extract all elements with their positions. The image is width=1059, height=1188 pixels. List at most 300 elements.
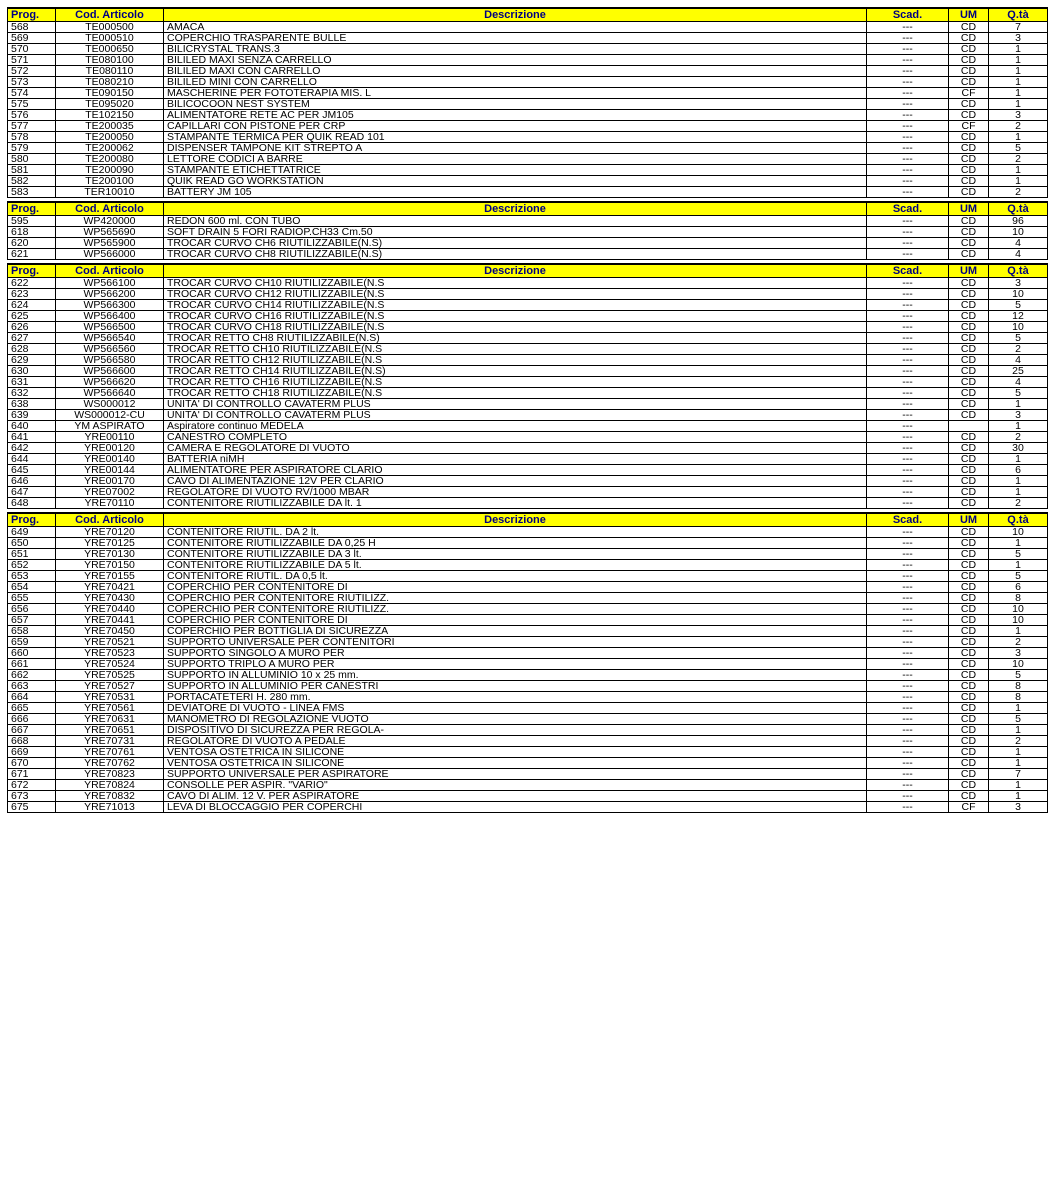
cell-scad: --- <box>867 615 949 626</box>
cell-prog: 639 <box>8 410 56 421</box>
cell-prog: 628 <box>8 344 56 355</box>
cell-code: TE095020 <box>56 99 164 110</box>
cell-scad: --- <box>867 249 949 260</box>
cell-code: YRE70762 <box>56 758 164 769</box>
cell-prog: 664 <box>8 692 56 703</box>
cell-qty: 8 <box>989 681 1048 692</box>
cell-qty: 1 <box>989 165 1048 176</box>
cell-prog: 569 <box>8 33 56 44</box>
cell-um: CD <box>949 143 989 154</box>
cell-desc: DISPOSITIVO DI SICUREZZA PER REGOLA- <box>164 725 867 736</box>
cell-desc: MASCHERINE PER FOTOTERAPIA MIS. L <box>164 88 867 99</box>
cell-code: YRE71013 <box>56 802 164 813</box>
cell-code: WP565690 <box>56 227 164 238</box>
cell-qty: 1 <box>989 560 1048 571</box>
cell-desc: MANOMETRO DI REGOLAZIONE VUOTO <box>164 714 867 725</box>
cell-code: TE200050 <box>56 132 164 143</box>
cell-prog: 625 <box>8 311 56 322</box>
cell-scad: --- <box>867 227 949 238</box>
cell-desc: TROCAR CURVO CH8 RIUTILIZZABILE(N.S) <box>164 249 867 260</box>
cell-qty: 1 <box>989 55 1048 66</box>
cell-code: YRE70524 <box>56 659 164 670</box>
cell-um: CD <box>949 637 989 648</box>
cell-qty: 96 <box>989 216 1048 227</box>
cell-code: YRE70823 <box>56 769 164 780</box>
table-row <box>8 333 1048 344</box>
cell-um: CD <box>949 571 989 582</box>
table-row <box>8 637 1048 648</box>
cell-um: CD <box>949 216 989 227</box>
cell-scad: --- <box>867 714 949 725</box>
cell-code: WP420000 <box>56 216 164 227</box>
cell-um: CD <box>949 176 989 187</box>
cell-um <box>949 421 989 432</box>
cell-code: WP566000 <box>56 249 164 260</box>
cell-qty: 1 <box>989 66 1048 77</box>
cell-prog: 621 <box>8 249 56 260</box>
cell-scad: --- <box>867 278 949 289</box>
cell-desc: SUPPORTO SINGOLO A MURO PER <box>164 648 867 659</box>
cell-qty: 6 <box>989 582 1048 593</box>
table-row <box>8 615 1048 626</box>
header-desc: Descrizione <box>164 513 867 527</box>
table-row <box>8 121 1048 132</box>
cell-qty: 1 <box>989 88 1048 99</box>
cell-scad: --- <box>867 637 949 648</box>
cell-qty: 1 <box>989 176 1048 187</box>
cell-desc: CAMERA E REGOLATORE DI VUOTO <box>164 443 867 454</box>
cell-code: YRE00144 <box>56 465 164 476</box>
cell-prog: 670 <box>8 758 56 769</box>
cell-code: TE200080 <box>56 154 164 165</box>
cell-scad: --- <box>867 498 949 509</box>
cell-scad: --- <box>867 399 949 410</box>
header-um: UM <box>949 264 989 278</box>
cell-desc: TROCAR RETTO CH12 RIUTILIZZABILE(N.S <box>164 355 867 366</box>
cell-qty: 2 <box>989 154 1048 165</box>
cell-prog: 620 <box>8 238 56 249</box>
cell-um: CD <box>949 238 989 249</box>
table-header-row <box>8 264 1048 278</box>
cell-qty: 7 <box>989 22 1048 33</box>
cell-code: YRE00140 <box>56 454 164 465</box>
cell-um: CD <box>949 681 989 692</box>
cell-scad: --- <box>867 692 949 703</box>
cell-qty: 2 <box>989 344 1048 355</box>
cell-um: CD <box>949 187 989 198</box>
table-row <box>8 538 1048 549</box>
header-code: Cod. Articolo <box>56 513 164 527</box>
cell-code: YRE70631 <box>56 714 164 725</box>
header-desc: Descrizione <box>164 202 867 216</box>
cell-prog: 573 <box>8 77 56 88</box>
table-row <box>8 659 1048 670</box>
table-row <box>8 143 1048 154</box>
cell-prog: 622 <box>8 278 56 289</box>
cell-prog: 662 <box>8 670 56 681</box>
cell-qty: 4 <box>989 355 1048 366</box>
cell-prog: 658 <box>8 626 56 637</box>
cell-qty: 1 <box>989 99 1048 110</box>
cell-scad: --- <box>867 66 949 77</box>
cell-desc: TROCAR CURVO CH12 RIUTILIZZABILE(N.S <box>164 289 867 300</box>
table-row <box>8 311 1048 322</box>
cell-desc: SOFT DRAIN 5 FORI RADIOP.CH33 Cm.50 <box>164 227 867 238</box>
cell-qty: 6 <box>989 465 1048 476</box>
table-row <box>8 165 1048 176</box>
cell-desc: CONTENITORE RIUTILIZZABILE DA lt. 1 <box>164 498 867 509</box>
cell-um: CD <box>949 593 989 604</box>
cell-desc: UNITA' DI CONTROLLO CAVATERM PLUS <box>164 410 867 421</box>
cell-code: TER10010 <box>56 187 164 198</box>
cell-scad: --- <box>867 77 949 88</box>
cell-scad: --- <box>867 725 949 736</box>
cell-scad: --- <box>867 110 949 121</box>
cell-desc: REGOLATORE DI VUOTO A PEDALE <box>164 736 867 747</box>
table-row <box>8 227 1048 238</box>
cell-um: CD <box>949 99 989 110</box>
cell-desc: STAMPANTE ETICHETTATRICE <box>164 165 867 176</box>
cell-prog: 675 <box>8 802 56 813</box>
cell-code: YRE70731 <box>56 736 164 747</box>
table-row <box>8 66 1048 77</box>
cell-scad: --- <box>867 55 949 66</box>
cell-um: CD <box>949 344 989 355</box>
cell-code: YRE70155 <box>56 571 164 582</box>
header-code: Cod. Articolo <box>56 8 164 22</box>
cell-qty: 5 <box>989 388 1048 399</box>
cell-desc: CAPILLARI CON PISTONE PER CRP <box>164 121 867 132</box>
cell-prog: 595 <box>8 216 56 227</box>
cell-desc: BILILED MAXI CON CARRELLO <box>164 66 867 77</box>
cell-qty: 1 <box>989 758 1048 769</box>
cell-prog: 657 <box>8 615 56 626</box>
cell-scad: --- <box>867 377 949 388</box>
cell-um: CD <box>949 615 989 626</box>
cell-desc: CONTENITORE RIUTILIZZABILE DA 0,25 H <box>164 538 867 549</box>
cell-um: CD <box>949 33 989 44</box>
cell-code: YRE00110 <box>56 432 164 443</box>
cell-um: CD <box>949 560 989 571</box>
table-row <box>8 187 1048 198</box>
cell-desc: CAVO DI ALIM. 12 V. PER ASPIRATORE <box>164 791 867 802</box>
table-row <box>8 791 1048 802</box>
cell-qty: 1 <box>989 538 1048 549</box>
cell-um: CD <box>949 791 989 802</box>
table-row <box>8 703 1048 714</box>
cell-code: TE200062 <box>56 143 164 154</box>
cell-desc: COPERCHIO PER BOTTIGLIA DI SICUREZZA <box>164 626 867 637</box>
cell-code: YRE70120 <box>56 527 164 538</box>
cell-desc: TROCAR CURVO CH6 RIUTILIZZABILE(N.S) <box>164 238 867 249</box>
cell-code: WS000012-CU <box>56 410 164 421</box>
cell-um: CD <box>949 487 989 498</box>
cell-um: CD <box>949 725 989 736</box>
cell-qty: 3 <box>989 110 1048 121</box>
cell-code: YRE70430 <box>56 593 164 604</box>
cell-um: CD <box>949 454 989 465</box>
cell-code: WP566580 <box>56 355 164 366</box>
cell-scad: --- <box>867 300 949 311</box>
cell-prog: 644 <box>8 454 56 465</box>
cell-scad: --- <box>867 238 949 249</box>
cell-code: WP565900 <box>56 238 164 249</box>
table-row <box>8 593 1048 604</box>
cell-um: CD <box>949 110 989 121</box>
cell-code: YRE70527 <box>56 681 164 692</box>
cell-code: YRE70421 <box>56 582 164 593</box>
cell-scad: --- <box>867 593 949 604</box>
cell-prog: 659 <box>8 637 56 648</box>
cell-desc: LEVA DI BLOCCAGGIO PER COPERCHI <box>164 802 867 813</box>
cell-prog: 568 <box>8 22 56 33</box>
table-row <box>8 289 1048 300</box>
cell-um: CD <box>949 154 989 165</box>
cell-prog: 624 <box>8 300 56 311</box>
cell-desc: SUPPORTO IN ALLUMINIO PER CANESTRI <box>164 681 867 692</box>
cell-code: YRE70523 <box>56 648 164 659</box>
cell-desc: TROCAR RETTO CH8 RIUTILIZZABILE(N.S) <box>164 333 867 344</box>
cell-scad: --- <box>867 121 949 132</box>
cell-um: CD <box>949 399 989 410</box>
cell-scad: --- <box>867 443 949 454</box>
header-scad: Scad. <box>867 8 949 22</box>
cell-scad: --- <box>867 791 949 802</box>
table-row <box>8 648 1048 659</box>
cell-prog: 623 <box>8 289 56 300</box>
cell-scad: --- <box>867 388 949 399</box>
cell-prog: 626 <box>8 322 56 333</box>
table-row <box>8 487 1048 498</box>
cell-code: YRE70110 <box>56 498 164 509</box>
header-qty: Q.tà <box>989 8 1048 22</box>
table-row <box>8 132 1048 143</box>
header-prog: Prog. <box>8 264 56 278</box>
cell-code: TE102150 <box>56 110 164 121</box>
cell-scad: --- <box>867 410 949 421</box>
cell-code: YRE70525 <box>56 670 164 681</box>
cell-prog: 673 <box>8 791 56 802</box>
cell-qty: 30 <box>989 443 1048 454</box>
cell-qty: 1 <box>989 77 1048 88</box>
cell-qty: 2 <box>989 736 1048 747</box>
cell-prog: 579 <box>8 143 56 154</box>
cell-um: CD <box>949 604 989 615</box>
table-header-row <box>8 513 1048 527</box>
cell-desc: CONTENITORE RIUTILIZZABILE DA 5 lt. <box>164 560 867 571</box>
table-row <box>8 681 1048 692</box>
cell-code: WP566300 <box>56 300 164 311</box>
table-row <box>8 571 1048 582</box>
cell-scad: --- <box>867 421 949 432</box>
cell-code: WP566400 <box>56 311 164 322</box>
cell-um: CD <box>949 55 989 66</box>
cell-qty: 1 <box>989 747 1048 758</box>
cell-scad: --- <box>867 560 949 571</box>
cell-qty: 10 <box>989 604 1048 615</box>
cell-desc: BATTERY JM 105 <box>164 187 867 198</box>
cell-desc: COPERCHIO PER CONTENITORE RIUTILIZZ. <box>164 604 867 615</box>
inventory-table <box>7 263 1048 509</box>
table-header-row <box>8 8 1048 22</box>
cell-qty: 5 <box>989 333 1048 344</box>
cell-code: WP566540 <box>56 333 164 344</box>
table-row <box>8 344 1048 355</box>
cell-scad: --- <box>867 311 949 322</box>
cell-um: CD <box>949 465 989 476</box>
cell-scad: --- <box>867 344 949 355</box>
cell-scad: --- <box>867 322 949 333</box>
cell-scad: --- <box>867 22 949 33</box>
cell-um: CD <box>949 300 989 311</box>
cell-scad: --- <box>867 187 949 198</box>
cell-um: CD <box>949 703 989 714</box>
table-row <box>8 355 1048 366</box>
cell-prog: 582 <box>8 176 56 187</box>
cell-um: CD <box>949 538 989 549</box>
cell-scad: --- <box>867 549 949 560</box>
cell-desc: TROCAR RETTO CH10 RIUTILIZZABILE(N.S <box>164 344 867 355</box>
table-row <box>8 238 1048 249</box>
cell-code: YRE70651 <box>56 725 164 736</box>
cell-desc: Aspiratore continuo MEDELA <box>164 421 867 432</box>
cell-um: CD <box>949 498 989 509</box>
cell-prog: 655 <box>8 593 56 604</box>
cell-code: TE000500 <box>56 22 164 33</box>
cell-qty: 5 <box>989 143 1048 154</box>
cell-code: WP566500 <box>56 322 164 333</box>
cell-desc: BILILED MAXI SENZA CARRELLO <box>164 55 867 66</box>
cell-prog: 654 <box>8 582 56 593</box>
cell-prog: 646 <box>8 476 56 487</box>
inventory-table <box>7 512 1048 813</box>
cell-um: CD <box>949 333 989 344</box>
cell-prog: 665 <box>8 703 56 714</box>
cell-code: YRE70450 <box>56 626 164 637</box>
cell-prog: 671 <box>8 769 56 780</box>
cell-code: TE200035 <box>56 121 164 132</box>
cell-qty: 10 <box>989 659 1048 670</box>
cell-qty: 4 <box>989 238 1048 249</box>
cell-prog: 652 <box>8 560 56 571</box>
table-row <box>8 278 1048 289</box>
cell-desc: COPERCHIO PER CONTENITORE RIUTILIZZ. <box>164 593 867 604</box>
table-row <box>8 432 1048 443</box>
cell-desc: TROCAR CURVO CH14 RIUTILIZZABILE(N.S <box>164 300 867 311</box>
cell-code: TE200100 <box>56 176 164 187</box>
cell-desc: TROCAR CURVO CH16 RIUTILIZZABILE(N.S <box>164 311 867 322</box>
cell-qty: 10 <box>989 527 1048 538</box>
cell-um: CD <box>949 736 989 747</box>
cell-um: CD <box>949 443 989 454</box>
header-qty: Q.tà <box>989 264 1048 278</box>
header-um: UM <box>949 8 989 22</box>
table-row <box>8 249 1048 260</box>
cell-qty: 4 <box>989 377 1048 388</box>
header-qty: Q.tà <box>989 202 1048 216</box>
cell-scad: --- <box>867 143 949 154</box>
cell-desc: CAVO DI ALIMENTAZIONE 12V PER CLARIO <box>164 476 867 487</box>
cell-um: CD <box>949 377 989 388</box>
cell-prog: 572 <box>8 66 56 77</box>
cell-prog: 661 <box>8 659 56 670</box>
cell-desc: SUPPORTO UNIVERSALE PER ASPIRATORE <box>164 769 867 780</box>
table-row <box>8 692 1048 703</box>
cell-qty: 25 <box>989 366 1048 377</box>
cell-scad: --- <box>867 703 949 714</box>
cell-prog: 618 <box>8 227 56 238</box>
cell-um: CD <box>949 227 989 238</box>
table-row <box>8 216 1048 227</box>
cell-um: CD <box>949 758 989 769</box>
cell-prog: 640 <box>8 421 56 432</box>
table-row <box>8 725 1048 736</box>
table-row <box>8 154 1048 165</box>
cell-prog: 581 <box>8 165 56 176</box>
cell-prog: 580 <box>8 154 56 165</box>
cell-um: CF <box>949 121 989 132</box>
cell-prog: 660 <box>8 648 56 659</box>
table-row <box>8 55 1048 66</box>
table-row <box>8 670 1048 681</box>
cell-prog: 570 <box>8 44 56 55</box>
cell-desc: TROCAR RETTO CH14 RIUTILIZZABILE(N.S) <box>164 366 867 377</box>
table-row <box>8 498 1048 509</box>
table-row <box>8 465 1048 476</box>
cell-code: YRE00120 <box>56 443 164 454</box>
cell-um: CD <box>949 747 989 758</box>
cell-qty: 2 <box>989 498 1048 509</box>
cell-qty: 10 <box>989 615 1048 626</box>
table-row <box>8 454 1048 465</box>
cell-qty: 12 <box>989 311 1048 322</box>
cell-prog: 653 <box>8 571 56 582</box>
header-prog: Prog. <box>8 8 56 22</box>
cell-qty: 5 <box>989 714 1048 725</box>
cell-qty: 5 <box>989 549 1048 560</box>
cell-um: CD <box>949 278 989 289</box>
cell-qty: 7 <box>989 769 1048 780</box>
table-row <box>8 33 1048 44</box>
cell-scad: --- <box>867 289 949 300</box>
cell-um: CD <box>949 476 989 487</box>
table-row <box>8 377 1048 388</box>
cell-code: YRE70521 <box>56 637 164 648</box>
cell-scad: --- <box>867 487 949 498</box>
cell-um: CD <box>949 311 989 322</box>
cell-qty: 3 <box>989 33 1048 44</box>
cell-code: TE200090 <box>56 165 164 176</box>
cell-scad: --- <box>867 154 949 165</box>
cell-desc: VENTOSA OSTETRICA IN SILICONE <box>164 758 867 769</box>
cell-qty: 1 <box>989 703 1048 714</box>
cell-scad: --- <box>867 538 949 549</box>
cell-um: CD <box>949 322 989 333</box>
cell-scad: --- <box>867 366 949 377</box>
cell-code: WS000012 <box>56 399 164 410</box>
header-code: Cod. Articolo <box>56 202 164 216</box>
cell-prog: 631 <box>8 377 56 388</box>
cell-scad: --- <box>867 527 949 538</box>
cell-scad: --- <box>867 681 949 692</box>
cell-scad: --- <box>867 88 949 99</box>
table-row <box>8 560 1048 571</box>
table-row <box>8 77 1048 88</box>
cell-qty: 8 <box>989 692 1048 703</box>
cell-prog: 668 <box>8 736 56 747</box>
cell-scad: --- <box>867 132 949 143</box>
cell-prog: 648 <box>8 498 56 509</box>
